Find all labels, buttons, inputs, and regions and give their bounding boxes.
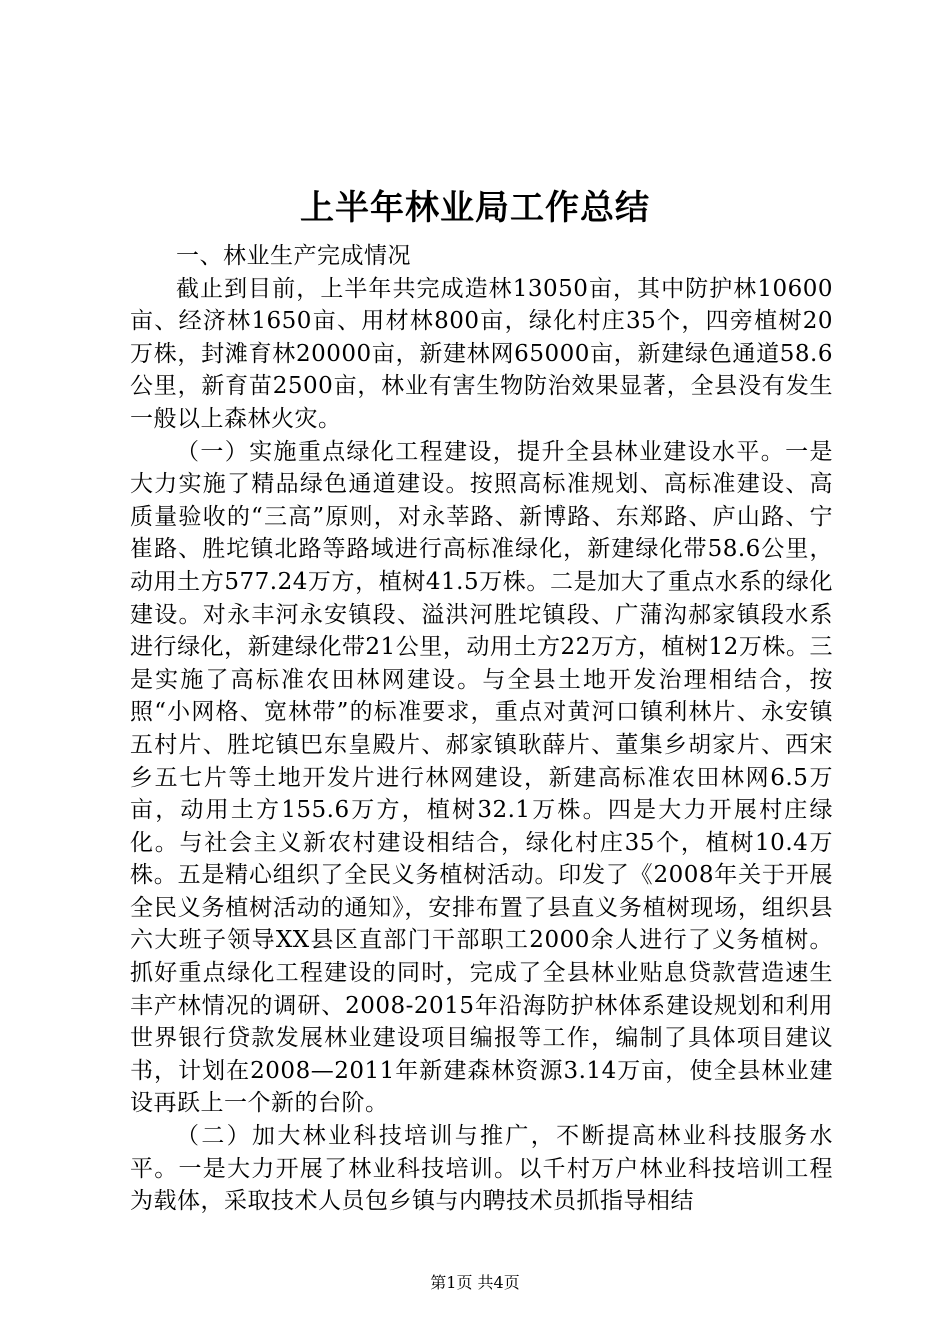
section-heading: 一、林业生产完成情况 — [176, 243, 411, 269]
document-body — [130, 240, 833, 1218]
paragraph: （二）加大林业科技培训与推广，不断提高林业科技服务水平。一是大力开展了林业科技培训。以千村万户林业科技培训工程为载体，采取技术人员包乡镇与内聘技术员抓指导相结 — [130, 1123, 833, 1215]
page-footer: 第1页 共4页 — [430, 1273, 520, 1292]
document-title: 上半年林业局工作总结 — [300, 188, 650, 228]
paragraph: （一）实施重点绿化工程建设，提升全县林业建设水平。一是大力实施了精品绿色通道建设。按照高标准规划、高标准建设、高质量验收的“三高”原则，对永莘路、新博路、东郑路、庐山路、宁崔路、胜坨镇北路等路域进行高标准绿化，新建绿化带58.6公里，动用土方577.24万方，植树41.5万株。二是加大了重点水系的绿化建设。对永丰河永安镇段、溢洪河胜坨镇段、广蒲沟郝家镇段水系进行绿化，新建绿化带21公里，动用土方22万方，植树12万株。三是实施了高标准农田林网建设。与全县土地开发治理相结合，按照“小网格、宽林带”的标准要求，重点对黄河口镇利林片、永安镇五村片、胜坨镇巴东皇殿片、郝家镇耿薛片、董集乡胡家片、西宋乡五七片等土地开发片进行林网建设，新建高标准农田林网6.5万亩，动用土方155.6万方，植树32.1万株。四是大力开展村庄绿化。与社会主义新农村建设相结合，绿化村庄35个，植树10.4万株。五是精心组织了全民义务植树活动。印发了《2008年关于开展全民义务植树活动的通知》，安排布置了县直义务植树现场，组织县六大班子领导XX县区直部门干部职工2000余人进行了义务植树。抓好重点绿化工程建设的同时，完成了全县林业贴息贷款营造速生丰产林情况的调研、2008-2015年沿海防护林体系建设规划和利用世界银行贷款发展林业建设项目编报等工作，编制了具体项目建议书，计划在2008—2011年新建森林资源3.14万亩，使全县林业建设再跃上一个新的台阶。 — [130, 438, 833, 1117]
paragraph: 截止到目前，上半年共完成造林13050亩，其中防护林10600亩、经济林1650亩、用材林800亩，绿化村庄35个，四旁植树20万株，封滩育林20000亩，新建林网65000亩，新建绿色通道58.6公里，新育苗2500亩，林业有害生物防治效果显著，全县没有发生一般以上森林火灾。 — [130, 275, 833, 432]
